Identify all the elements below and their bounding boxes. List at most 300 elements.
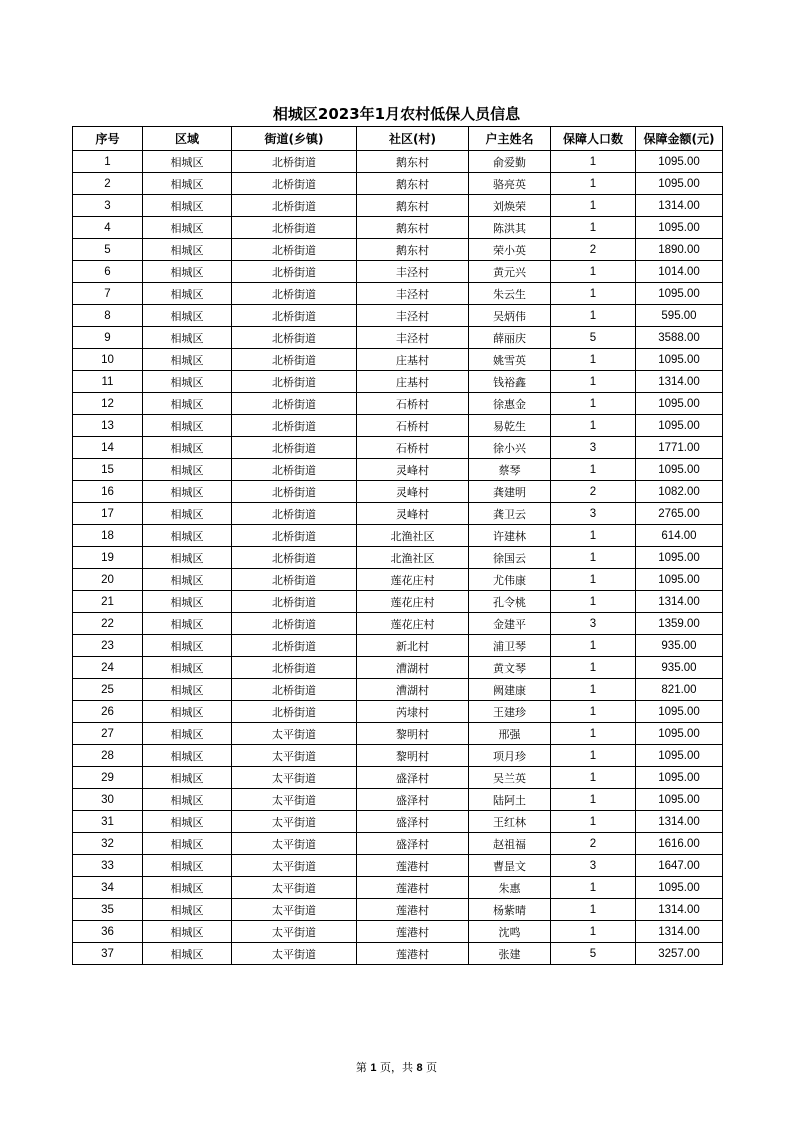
cell-amount: 1095.00 (636, 459, 723, 481)
cell-district: 相城区 (143, 349, 232, 371)
cell-district: 相城区 (143, 459, 232, 481)
table-row (73, 943, 723, 965)
cell-population: 1 (551, 899, 636, 921)
cell-householder: 吴兰英 (469, 767, 551, 789)
cell-community: 盛泽村 (357, 767, 469, 789)
cell-amount: 595.00 (636, 305, 723, 327)
cell-street: 太平街道 (232, 855, 357, 877)
cell-district: 相城区 (143, 921, 232, 943)
cell-street: 北桥街道 (232, 679, 357, 701)
cell-population: 2 (551, 239, 636, 261)
cell-index: 21 (73, 591, 143, 613)
cell-index: 24 (73, 657, 143, 679)
footer-middle: 页，共 (380, 1061, 413, 1074)
cell-amount: 1095.00 (636, 569, 723, 591)
cell-community: 鹅东村 (357, 239, 469, 261)
cell-community: 芮埭村 (357, 701, 469, 723)
cell-street: 太平街道 (232, 899, 357, 921)
table-row (73, 173, 723, 195)
cell-population: 1 (551, 877, 636, 899)
cell-amount: 1095.00 (636, 547, 723, 569)
cell-householder: 朱惠 (469, 877, 551, 899)
cell-population: 1 (551, 569, 636, 591)
cell-index: 9 (73, 327, 143, 349)
cell-population: 1 (551, 789, 636, 811)
cell-index: 25 (73, 679, 143, 701)
cell-population: 1 (551, 591, 636, 613)
cell-amount: 1082.00 (636, 481, 723, 503)
data-table (72, 126, 723, 965)
cell-community: 丰泾村 (357, 283, 469, 305)
cell-householder: 杨紫晴 (469, 899, 551, 921)
cell-population: 1 (551, 921, 636, 943)
cell-community: 莲港村 (357, 899, 469, 921)
table-row (73, 415, 723, 437)
cell-community: 灵峰村 (357, 503, 469, 525)
cell-district: 相城区 (143, 415, 232, 437)
cell-population: 1 (551, 261, 636, 283)
cell-district: 相城区 (143, 547, 232, 569)
cell-community: 漕湖村 (357, 657, 469, 679)
cell-street: 北桥街道 (232, 635, 357, 657)
cell-district: 相城区 (143, 877, 232, 899)
cell-community: 灵峰村 (357, 459, 469, 481)
cell-population: 1 (551, 393, 636, 415)
cell-householder: 邢强 (469, 723, 551, 745)
cell-district: 相城区 (143, 525, 232, 547)
header-community: 社区(村) (357, 127, 469, 151)
cell-index: 8 (73, 305, 143, 327)
cell-street: 北桥街道 (232, 657, 357, 679)
cell-index: 23 (73, 635, 143, 657)
cell-street: 北桥街道 (232, 195, 357, 217)
cell-community: 庄基村 (357, 349, 469, 371)
cell-population: 1 (551, 723, 636, 745)
cell-street: 北桥街道 (232, 437, 357, 459)
cell-population: 1 (551, 635, 636, 657)
cell-street: 北桥街道 (232, 173, 357, 195)
cell-population: 1 (551, 525, 636, 547)
cell-amount: 935.00 (636, 657, 723, 679)
cell-householder: 俞爱勤 (469, 151, 551, 173)
cell-community: 庄基村 (357, 371, 469, 393)
table-row (73, 921, 723, 943)
cell-population: 1 (551, 767, 636, 789)
cell-population: 1 (551, 679, 636, 701)
cell-community: 莲港村 (357, 921, 469, 943)
cell-householder: 钱裕鑫 (469, 371, 551, 393)
cell-community: 丰泾村 (357, 261, 469, 283)
cell-street: 北桥街道 (232, 305, 357, 327)
cell-community: 莲花庄村 (357, 591, 469, 613)
cell-amount: 1095.00 (636, 723, 723, 745)
cell-district: 相城区 (143, 701, 232, 723)
table-row (73, 305, 723, 327)
cell-street: 北桥街道 (232, 613, 357, 635)
cell-street: 太平街道 (232, 723, 357, 745)
cell-index: 1 (73, 151, 143, 173)
cell-district: 相城区 (143, 833, 232, 855)
cell-street: 北桥街道 (232, 481, 357, 503)
cell-community: 石桥村 (357, 415, 469, 437)
cell-amount: 1314.00 (636, 921, 723, 943)
cell-householder: 姚雪英 (469, 349, 551, 371)
cell-community: 漕湖村 (357, 679, 469, 701)
cell-index: 3 (73, 195, 143, 217)
cell-householder: 骆亮英 (469, 173, 551, 195)
cell-community: 灵峰村 (357, 481, 469, 503)
cell-district: 相城区 (143, 723, 232, 745)
cell-index: 37 (73, 943, 143, 965)
cell-householder: 项月珍 (469, 745, 551, 767)
cell-street: 北桥街道 (232, 459, 357, 481)
cell-district: 相城区 (143, 481, 232, 503)
table-row (73, 767, 723, 789)
cell-population: 3 (551, 437, 636, 459)
cell-population: 3 (551, 613, 636, 635)
cell-district: 相城区 (143, 679, 232, 701)
cell-householder: 沈鸣 (469, 921, 551, 943)
cell-index: 6 (73, 261, 143, 283)
footer-suffix: 页 (426, 1061, 438, 1074)
cell-district: 相城区 (143, 173, 232, 195)
cell-amount: 3257.00 (636, 943, 723, 965)
cell-population: 2 (551, 833, 636, 855)
cell-amount: 3588.00 (636, 327, 723, 349)
cell-householder: 阙建康 (469, 679, 551, 701)
cell-street: 北桥街道 (232, 503, 357, 525)
cell-district: 相城区 (143, 635, 232, 657)
cell-householder: 朱云生 (469, 283, 551, 305)
cell-street: 北桥街道 (232, 393, 357, 415)
cell-street: 北桥街道 (232, 525, 357, 547)
cell-community: 黎明村 (357, 723, 469, 745)
cell-index: 33 (73, 855, 143, 877)
cell-amount: 1616.00 (636, 833, 723, 855)
table-row (73, 591, 723, 613)
cell-index: 30 (73, 789, 143, 811)
cell-amount: 1095.00 (636, 789, 723, 811)
cell-population: 3 (551, 855, 636, 877)
cell-district: 相城区 (143, 261, 232, 283)
header-population: 保障人口数 (551, 127, 636, 151)
table-row (73, 217, 723, 239)
cell-amount: 2765.00 (636, 503, 723, 525)
cell-district: 相城区 (143, 811, 232, 833)
cell-index: 14 (73, 437, 143, 459)
table-row (73, 877, 723, 899)
cell-amount: 1095.00 (636, 745, 723, 767)
cell-population: 1 (551, 811, 636, 833)
cell-population: 1 (551, 415, 636, 437)
cell-householder: 蔡琴 (469, 459, 551, 481)
page-title: 相城区2023年1月农村低保人员信息 (272, 105, 521, 123)
table-row (73, 525, 723, 547)
cell-index: 29 (73, 767, 143, 789)
cell-householder: 吴炳伟 (469, 305, 551, 327)
cell-index: 20 (73, 569, 143, 591)
cell-index: 11 (73, 371, 143, 393)
cell-district: 相城区 (143, 569, 232, 591)
cell-population: 1 (551, 701, 636, 723)
table-row (73, 657, 723, 679)
cell-community: 莲花庄村 (357, 613, 469, 635)
cell-community: 莲花庄村 (357, 569, 469, 591)
table-row (73, 635, 723, 657)
cell-community: 莲港村 (357, 943, 469, 965)
cell-householder: 徐小兴 (469, 437, 551, 459)
table-row (73, 239, 723, 261)
cell-population: 1 (551, 745, 636, 767)
cell-district: 相城区 (143, 283, 232, 305)
cell-householder: 王建珍 (469, 701, 551, 723)
cell-amount: 1095.00 (636, 151, 723, 173)
cell-amount: 1771.00 (636, 437, 723, 459)
cell-amount: 821.00 (636, 679, 723, 701)
cell-householder: 黄文琴 (469, 657, 551, 679)
cell-householder: 曹昰文 (469, 855, 551, 877)
footer-total-pages: 8 (416, 1062, 423, 1074)
cell-street: 太平街道 (232, 943, 357, 965)
table-row (73, 371, 723, 393)
cell-district: 相城区 (143, 899, 232, 921)
cell-amount: 1095.00 (636, 393, 723, 415)
cell-community: 鹅东村 (357, 217, 469, 239)
cell-district: 相城区 (143, 217, 232, 239)
cell-index: 36 (73, 921, 143, 943)
cell-street: 太平街道 (232, 833, 357, 855)
table-row (73, 195, 723, 217)
cell-index: 2 (73, 173, 143, 195)
cell-district: 相城区 (143, 591, 232, 613)
cell-population: 5 (551, 327, 636, 349)
cell-street: 北桥街道 (232, 283, 357, 305)
table-row (73, 701, 723, 723)
cell-district: 相城区 (143, 745, 232, 767)
cell-district: 相城区 (143, 855, 232, 877)
cell-householder: 许建林 (469, 525, 551, 547)
cell-street: 北桥街道 (232, 591, 357, 613)
cell-amount: 1647.00 (636, 855, 723, 877)
cell-index: 15 (73, 459, 143, 481)
cell-householder: 易乾生 (469, 415, 551, 437)
cell-householder: 金建平 (469, 613, 551, 635)
cell-community: 石桥村 (357, 437, 469, 459)
cell-householder: 赵祖福 (469, 833, 551, 855)
cell-index: 13 (73, 415, 143, 437)
cell-index: 4 (73, 217, 143, 239)
cell-district: 相城区 (143, 943, 232, 965)
cell-householder: 薛丽庆 (469, 327, 551, 349)
cell-amount: 1095.00 (636, 701, 723, 723)
cell-district: 相城区 (143, 239, 232, 261)
header-street: 街道(乡镇) (232, 127, 357, 151)
table-row (73, 481, 723, 503)
cell-householder: 龚卫云 (469, 503, 551, 525)
table-row (73, 833, 723, 855)
cell-street: 北桥街道 (232, 371, 357, 393)
table-row (73, 899, 723, 921)
cell-community: 莲港村 (357, 877, 469, 899)
cell-district: 相城区 (143, 657, 232, 679)
header-district: 区域 (143, 127, 232, 151)
cell-district: 相城区 (143, 327, 232, 349)
cell-population: 1 (551, 283, 636, 305)
cell-amount: 1314.00 (636, 899, 723, 921)
cell-index: 17 (73, 503, 143, 525)
cell-index: 26 (73, 701, 143, 723)
cell-amount: 1095.00 (636, 349, 723, 371)
cell-amount: 1095.00 (636, 415, 723, 437)
cell-amount: 935.00 (636, 635, 723, 657)
cell-population: 1 (551, 349, 636, 371)
table-row (73, 723, 723, 745)
cell-district: 相城区 (143, 789, 232, 811)
header-amount: 保障金额(元) (636, 127, 723, 151)
table-row (73, 503, 723, 525)
cell-index: 28 (73, 745, 143, 767)
cell-community: 北渔社区 (357, 525, 469, 547)
cell-amount: 1095.00 (636, 767, 723, 789)
cell-index: 27 (73, 723, 143, 745)
cell-street: 北桥街道 (232, 217, 357, 239)
cell-amount: 1095.00 (636, 173, 723, 195)
cell-householder: 荣小英 (469, 239, 551, 261)
cell-index: 12 (73, 393, 143, 415)
cell-index: 5 (73, 239, 143, 261)
cell-householder: 徐国云 (469, 547, 551, 569)
cell-community: 鹅东村 (357, 151, 469, 173)
cell-householder: 龚建明 (469, 481, 551, 503)
cell-district: 相城区 (143, 151, 232, 173)
cell-district: 相城区 (143, 437, 232, 459)
table-row (73, 459, 723, 481)
cell-street: 北桥街道 (232, 349, 357, 371)
cell-amount: 1314.00 (636, 371, 723, 393)
cell-district: 相城区 (143, 613, 232, 635)
cell-street: 北桥街道 (232, 239, 357, 261)
cell-population: 1 (551, 305, 636, 327)
cell-community: 鹅东村 (357, 173, 469, 195)
cell-householder: 浦卫琴 (469, 635, 551, 657)
cell-street: 太平街道 (232, 877, 357, 899)
cell-community: 盛泽村 (357, 833, 469, 855)
cell-population: 3 (551, 503, 636, 525)
cell-index: 35 (73, 899, 143, 921)
table-row (73, 811, 723, 833)
cell-householder: 张建 (469, 943, 551, 965)
cell-community: 丰泾村 (357, 327, 469, 349)
cell-amount: 1095.00 (636, 217, 723, 239)
cell-district: 相城区 (143, 195, 232, 217)
cell-amount: 614.00 (636, 525, 723, 547)
cell-street: 北桥街道 (232, 569, 357, 591)
cell-householder: 黄元兴 (469, 261, 551, 283)
table-row (73, 349, 723, 371)
cell-population: 1 (551, 217, 636, 239)
cell-householder: 徐惠金 (469, 393, 551, 415)
table-row (73, 151, 723, 173)
cell-population: 5 (551, 943, 636, 965)
cell-street: 北桥街道 (232, 327, 357, 349)
cell-householder: 刘焕荣 (469, 195, 551, 217)
table-row (73, 327, 723, 349)
cell-district: 相城区 (143, 503, 232, 525)
cell-amount: 1359.00 (636, 613, 723, 635)
table-row (73, 393, 723, 415)
cell-community: 新北村 (357, 635, 469, 657)
table-row (73, 547, 723, 569)
cell-street: 北桥街道 (232, 261, 357, 283)
cell-population: 1 (551, 195, 636, 217)
cell-householder: 陆阿土 (469, 789, 551, 811)
cell-amount: 1014.00 (636, 261, 723, 283)
table-header-row (73, 127, 723, 151)
cell-population: 1 (551, 173, 636, 195)
cell-index: 18 (73, 525, 143, 547)
cell-householder: 王红林 (469, 811, 551, 833)
cell-district: 相城区 (143, 393, 232, 415)
cell-district: 相城区 (143, 767, 232, 789)
cell-population: 1 (551, 459, 636, 481)
cell-amount: 1095.00 (636, 283, 723, 305)
cell-street: 北桥街道 (232, 151, 357, 173)
table-row (73, 679, 723, 701)
cell-amount: 1314.00 (636, 195, 723, 217)
cell-index: 10 (73, 349, 143, 371)
table-row (73, 437, 723, 459)
cell-community: 盛泽村 (357, 789, 469, 811)
cell-community: 丰泾村 (357, 305, 469, 327)
table-row (73, 745, 723, 767)
cell-index: 32 (73, 833, 143, 855)
table-row (73, 855, 723, 877)
page-footer (0, 1059, 793, 1075)
cell-index: 22 (73, 613, 143, 635)
cell-street: 北桥街道 (232, 415, 357, 437)
table-row (73, 283, 723, 305)
cell-index: 7 (73, 283, 143, 305)
cell-amount: 1890.00 (636, 239, 723, 261)
cell-householder: 孔令桃 (469, 591, 551, 613)
cell-householder: 尤伟康 (469, 569, 551, 591)
cell-index: 31 (73, 811, 143, 833)
cell-community: 北渔社区 (357, 547, 469, 569)
footer-prefix: 第 (355, 1061, 367, 1074)
footer-page-number: 1 (370, 1062, 377, 1074)
cell-householder: 陈洪其 (469, 217, 551, 239)
cell-population: 1 (551, 657, 636, 679)
cell-street: 北桥街道 (232, 701, 357, 723)
cell-community: 鹅东村 (357, 195, 469, 217)
cell-street: 太平街道 (232, 745, 357, 767)
header-index: 序号 (73, 127, 143, 151)
cell-index: 16 (73, 481, 143, 503)
cell-amount: 1314.00 (636, 811, 723, 833)
table-row (73, 789, 723, 811)
cell-community: 石桥村 (357, 393, 469, 415)
table-row (73, 569, 723, 591)
cell-street: 北桥街道 (232, 547, 357, 569)
cell-population: 1 (551, 371, 636, 393)
cell-population: 1 (551, 547, 636, 569)
cell-community: 黎明村 (357, 745, 469, 767)
table-row (73, 613, 723, 635)
cell-population: 2 (551, 481, 636, 503)
cell-street: 太平街道 (232, 789, 357, 811)
cell-street: 太平街道 (232, 811, 357, 833)
cell-community: 莲港村 (357, 855, 469, 877)
